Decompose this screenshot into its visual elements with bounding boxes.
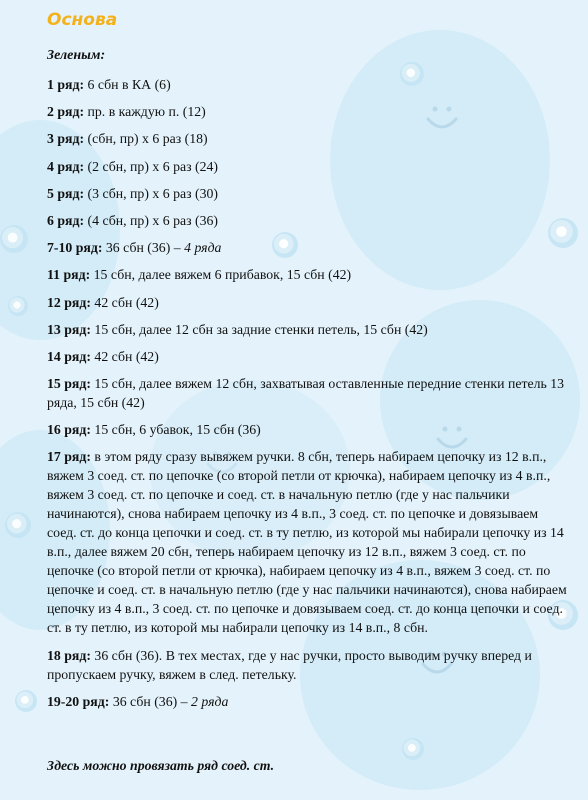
row-count: 2 ряда [191,693,229,709]
row-text: 42 сбн (42) [94,348,159,364]
pattern-row [47,374,568,412]
pattern-row [47,102,568,121]
row-label: 6 ряд: [47,212,85,228]
row-text: (сбн, пр) х 6 раз (18) [87,131,208,147]
row-text: 36 сбн (36). В тех местах, где у нас ручки, просто выводим ручку вперед и пропускаем ручку, вяжем в след. петельку. [47,647,532,682]
row-label: 19-20 ряд: [47,693,110,709]
pattern-row [47,420,568,439]
color-instruction: Зеленым: [47,48,106,63]
row-label: 7-10 ряд: [47,240,103,256]
row-label: 5 ряд: [47,185,85,201]
row-label: 18 ряд: [47,647,91,663]
pattern-row [47,129,568,148]
pattern-row [47,320,568,339]
bubble-decoration [5,512,31,538]
row-text: 42 сбн (42) [94,294,159,310]
pattern-row [47,211,568,230]
row-text: пр. в каждую п. (12) [87,104,206,120]
row-text: (3 сбн, пр) х 6 раз (30) [87,185,218,201]
pattern-row [47,184,568,203]
row-text: 6 сбн в КА (6) [87,77,171,92]
row-label: 14 ряд: [47,348,91,364]
pattern-row [47,293,568,312]
bubble-decoration [15,690,37,712]
pattern-rows [47,75,568,719]
row-text: 36 сбн (36) – [112,693,191,709]
pattern-row [47,646,568,684]
bubble-decoration [0,225,28,253]
bubble-decoration [402,738,424,760]
pattern-row [47,692,568,711]
row-text: 15 сбн, далее вяжем 6 прибавок, 15 сбн (42) [93,267,352,283]
row-label: 11 ряд: [47,267,91,283]
row-count: 4 ряда [184,240,222,256]
pattern-row [47,447,568,637]
pattern-row [47,75,568,94]
row-label: 4 ряд: [47,158,85,174]
row-text: в этом ряду сразу вывяжем ручки. 8 сбн, теперь набираем цепочку из 12 в.п., вяжем 3 соед. ст. по цепочке (со второй петли от крючка), набираем цепочку из 4 в.п., вяжем 3 соед. ст. по цепочке и соед. ст. в начальную петлю (где у нас пальчики начинаются), снова набираем цепочку из 4 в.п., 3 соед. ст. по цепочке и довязываем соед. ст. до конца цепочки и соед. ст. в ту петлю, из которой мы набирали цепочку из 14 в.п., далее вяжем 20 сбн, теперь набираем цепочку из 12 в.п., вяжем 3 соед. ст. по цепочке (со второй петли от крючка), набираем цепочку из 4 в.п., вяжем 3 соед. ст. по цепочке и соед. ст. в начальную петлю (где у нас пальчики начинаются), снова набираем цепочку из 4 в.п., 3 соед. ст. по цепочке и довязываем соед. ст. до конца цепочки и соед. ст. в ту петлю, из которой мы набирали цепочку из 14 в.п., 8 сбн. [47,449,567,636]
row-text: (2 сбн, пр) х 6 раз (24) [87,158,218,174]
row-text: 15 сбн, далее вяжем 12 сбн, захватывая оставленные передние стенки петель 13 ряда, 15 сбн (42) [47,376,565,411]
pattern-row [47,238,568,257]
row-text: 36 сбн (36) – [105,240,185,256]
row-label: 15 ряд: [47,376,91,392]
row-label: 17 ряд: [47,449,91,465]
row-text: 15 сбн, 6 убавок, 15 сбн (36) [94,422,261,438]
pattern-row [47,157,568,176]
row-label: 3 ряд: [47,131,85,147]
row-label: 12 ряд: [47,294,91,310]
row-label: 2 ряд: [47,104,85,120]
section-title: Основа [47,10,118,30]
row-text: (4 сбн, пр) х 6 раз (36) [87,212,218,228]
row-label: 13 ряд: [47,321,91,337]
closing-note: Здесь можно провязать ряд соед. ст. [47,758,275,773]
row-label: 16 ряд: [47,422,91,438]
row-label: 1 ряд: [47,77,85,92]
pattern-row [47,347,568,366]
bubble-decoration [8,296,28,316]
row-text: 15 сбн, далее 12 сбн за задние стенки петель, 15 сбн (42) [94,321,428,337]
pattern-row [47,265,568,284]
